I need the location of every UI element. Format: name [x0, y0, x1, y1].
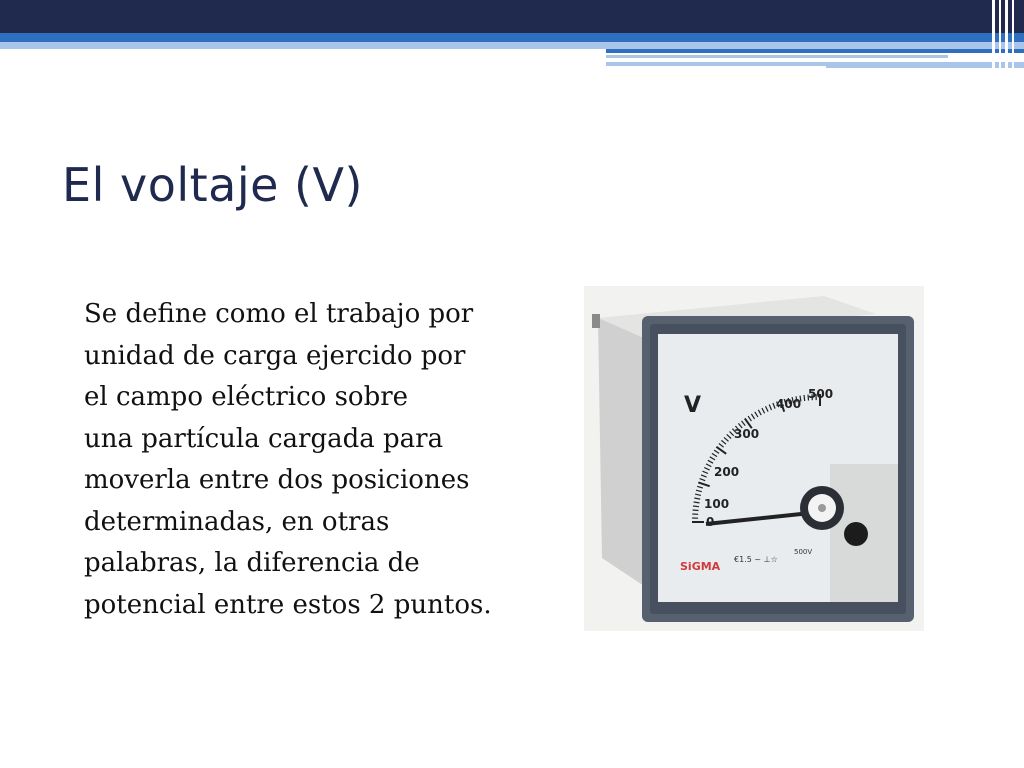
scale-label: 400 — [776, 397, 802, 411]
body-line: moverla entre dos posiciones — [84, 465, 470, 495]
body-line: palabras, la diferencia de — [84, 548, 420, 578]
meter-unit-letter: V — [684, 393, 702, 418]
body-line: unidad de carga ejercido por — [84, 340, 466, 371]
slide-title: El voltaje (V) — [62, 158, 363, 212]
slide-body — [84, 294, 554, 626]
scale-label: 100 — [704, 497, 730, 511]
meter-rating: 500V — [794, 548, 813, 556]
scale-tick — [804, 395, 805, 401]
body-line: Se define como el trabajo por — [84, 299, 474, 329]
header-band — [0, 0, 1024, 72]
zero-adjust-knob — [844, 522, 868, 546]
body-line: el campo eléctrico sobre — [84, 382, 409, 412]
body-line: una partícula cargada para — [84, 423, 444, 454]
scale-label: 500 — [808, 387, 834, 401]
scale-tick — [693, 510, 699, 511]
meter-spec: €1.5 ~ ⊥☆ — [734, 555, 778, 564]
body-line: potencial entre estos 2 puntos. — [84, 589, 492, 620]
body-line: determinadas, en otras — [84, 506, 390, 537]
scale-tick — [693, 506, 699, 507]
scale-label: 300 — [734, 427, 760, 441]
meter-brand: SiGMA — [680, 560, 721, 573]
scale-label: 200 — [714, 465, 740, 479]
voltmeter-photo — [584, 286, 924, 631]
